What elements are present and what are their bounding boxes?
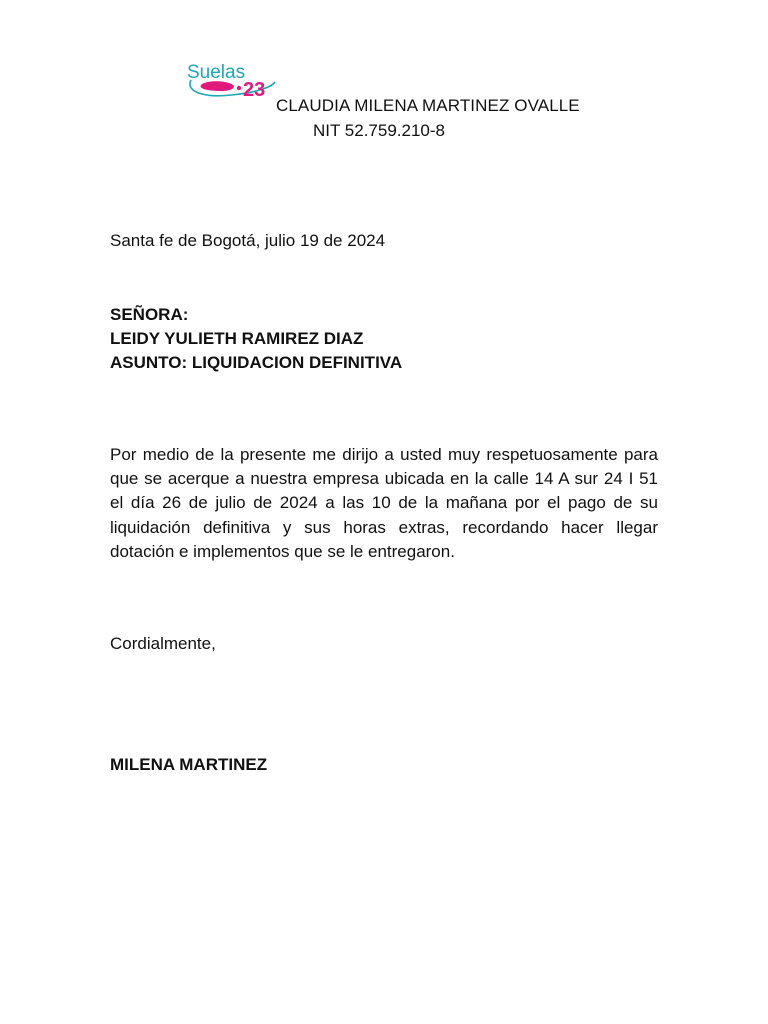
salutation: SEÑORA:	[110, 305, 189, 324]
company-name: CLAUDIA MILENA MARTINEZ OVALLE	[276, 96, 580, 115]
logo-wordmark: Suelas	[187, 62, 246, 83]
closing: Cordialmente,	[110, 634, 216, 653]
logo-number: 23	[243, 79, 266, 101]
logo-dot	[237, 86, 241, 90]
signature-name: MILENA MARTINEZ	[110, 755, 268, 774]
company-logo	[183, 58, 279, 102]
date-line: Santa fe de Bogotá, julio 19 de 2024	[110, 231, 386, 250]
recipient-block	[110, 303, 402, 375]
recipient-name: LEIDY YULIETH RAMIREZ DIAZ	[110, 329, 364, 348]
company-nit: NIT 52.759.210-8	[313, 121, 445, 140]
letter-body: Por medio de la presente me dirijo a usted muy respetuosamente para que se acerque a nuestra empresa ubicada en la calle 14 A sur 24 I 51 el día 26 de julio de 2024 a las 10 de la mañana por el pago de su liquidación definitiva y sus horas extras, recordando hacer llegar dotación e implementos que se le entregaron.	[110, 445, 658, 561]
subject-line: ASUNTO: LIQUIDACION DEFINITIVA	[110, 353, 403, 372]
suelas23-logo-icon	[183, 58, 279, 102]
